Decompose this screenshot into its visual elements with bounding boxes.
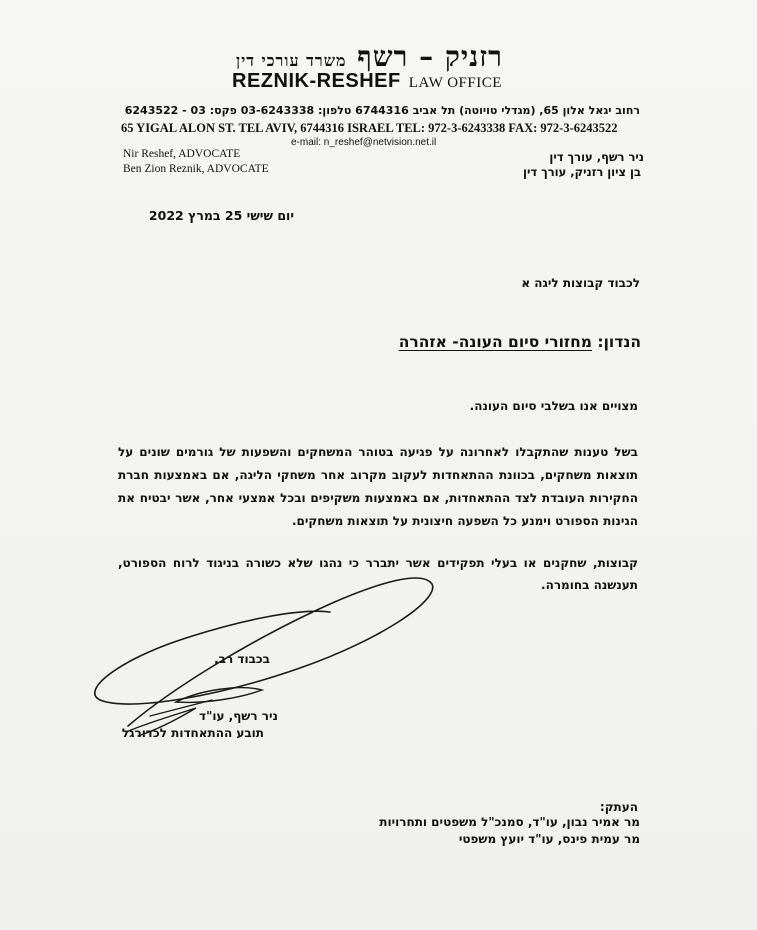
- cc-recipient-2: מר עמית פינס, עו"ד יועץ משפטי: [458, 832, 640, 846]
- firm-name-hebrew: רזניק – רשף: [357, 40, 503, 73]
- address-hebrew: רחוב יגאל אלון 65, (מגדלי טויוטה) תל אביב 6744316 טלפון: 03-6243338 פקס: 03 - 6243522: [124, 104, 640, 117]
- subject-text: מחזורי סיום העונה- אזהרה: [398, 333, 592, 351]
- paragraph-1: מצויים אנו בשלבי סיום העונה.: [469, 399, 638, 413]
- recipient-line: לכבוד קבוצות ליגה א: [521, 276, 640, 290]
- paragraph-3: קבוצות, שחקנים או בעלי תפקידים אשר יתברר כי נהגו שלא כשורה בניגוד לרוח הספורט, תענשנה בחומרה.: [118, 556, 638, 592]
- advocate-hebrew-2: בן ציון רזניק, עורך דין: [523, 165, 641, 179]
- signer-name: ניר רשף, עו"ד: [199, 709, 278, 723]
- advocate-english-1: Nir Reshef, ADVOCATE: [123, 148, 241, 160]
- advocate-english-2: Ben Zion Reznik, ADVOCATE: [123, 163, 269, 175]
- paragraph-2: בשל טענות שהתקבלו לאחרונה על פגיעה בטוהר המשחקים והשפעות של גורמים שונים על תוצאות משחקים, בכוונת ההתאחדות לעקוב מקרוב אחר משחקי הליגה, אם באמצעות חברת החקירות העובדת לצד ההתאחדות, אם באמצעות משקיפים ובכל אמצעי אחר, אשר יבטיח את הגינות הספורט וימנע כל השפעה חיצונית על תוצאות משחקים.: [118, 445, 638, 528]
- firm-name-english: REZNIK-RESHEF: [232, 70, 401, 92]
- office-label-english: LAW OFFICE: [408, 75, 502, 91]
- cc-label: העתק:: [599, 800, 638, 814]
- letter-date: יום שישי 25 במרץ 2022: [148, 208, 294, 223]
- email-line: e-mail: n_reshef@netvision.net.il: [291, 137, 437, 148]
- signer-title: תובע ההתאחדות לכדורגל: [121, 726, 264, 740]
- advocate-hebrew-1: ניר רשף, עורך דין: [549, 150, 644, 164]
- subject-prefix: הנדון:: [597, 333, 641, 351]
- address-english: 65 YIGAL ALON ST. TEL AVIV, 6744316 ISRAEL TEL: 972-3-6243338 FAX: 972-3-6243522: [121, 121, 618, 135]
- cc-recipient-1: מר אמיר נבון, עו"ד, סמנכ"ל משפטים ותחרויות: [379, 815, 640, 829]
- closing-line: בכבוד רב,: [214, 652, 270, 666]
- office-label-hebrew: משרד עורכי דין: [236, 51, 347, 70]
